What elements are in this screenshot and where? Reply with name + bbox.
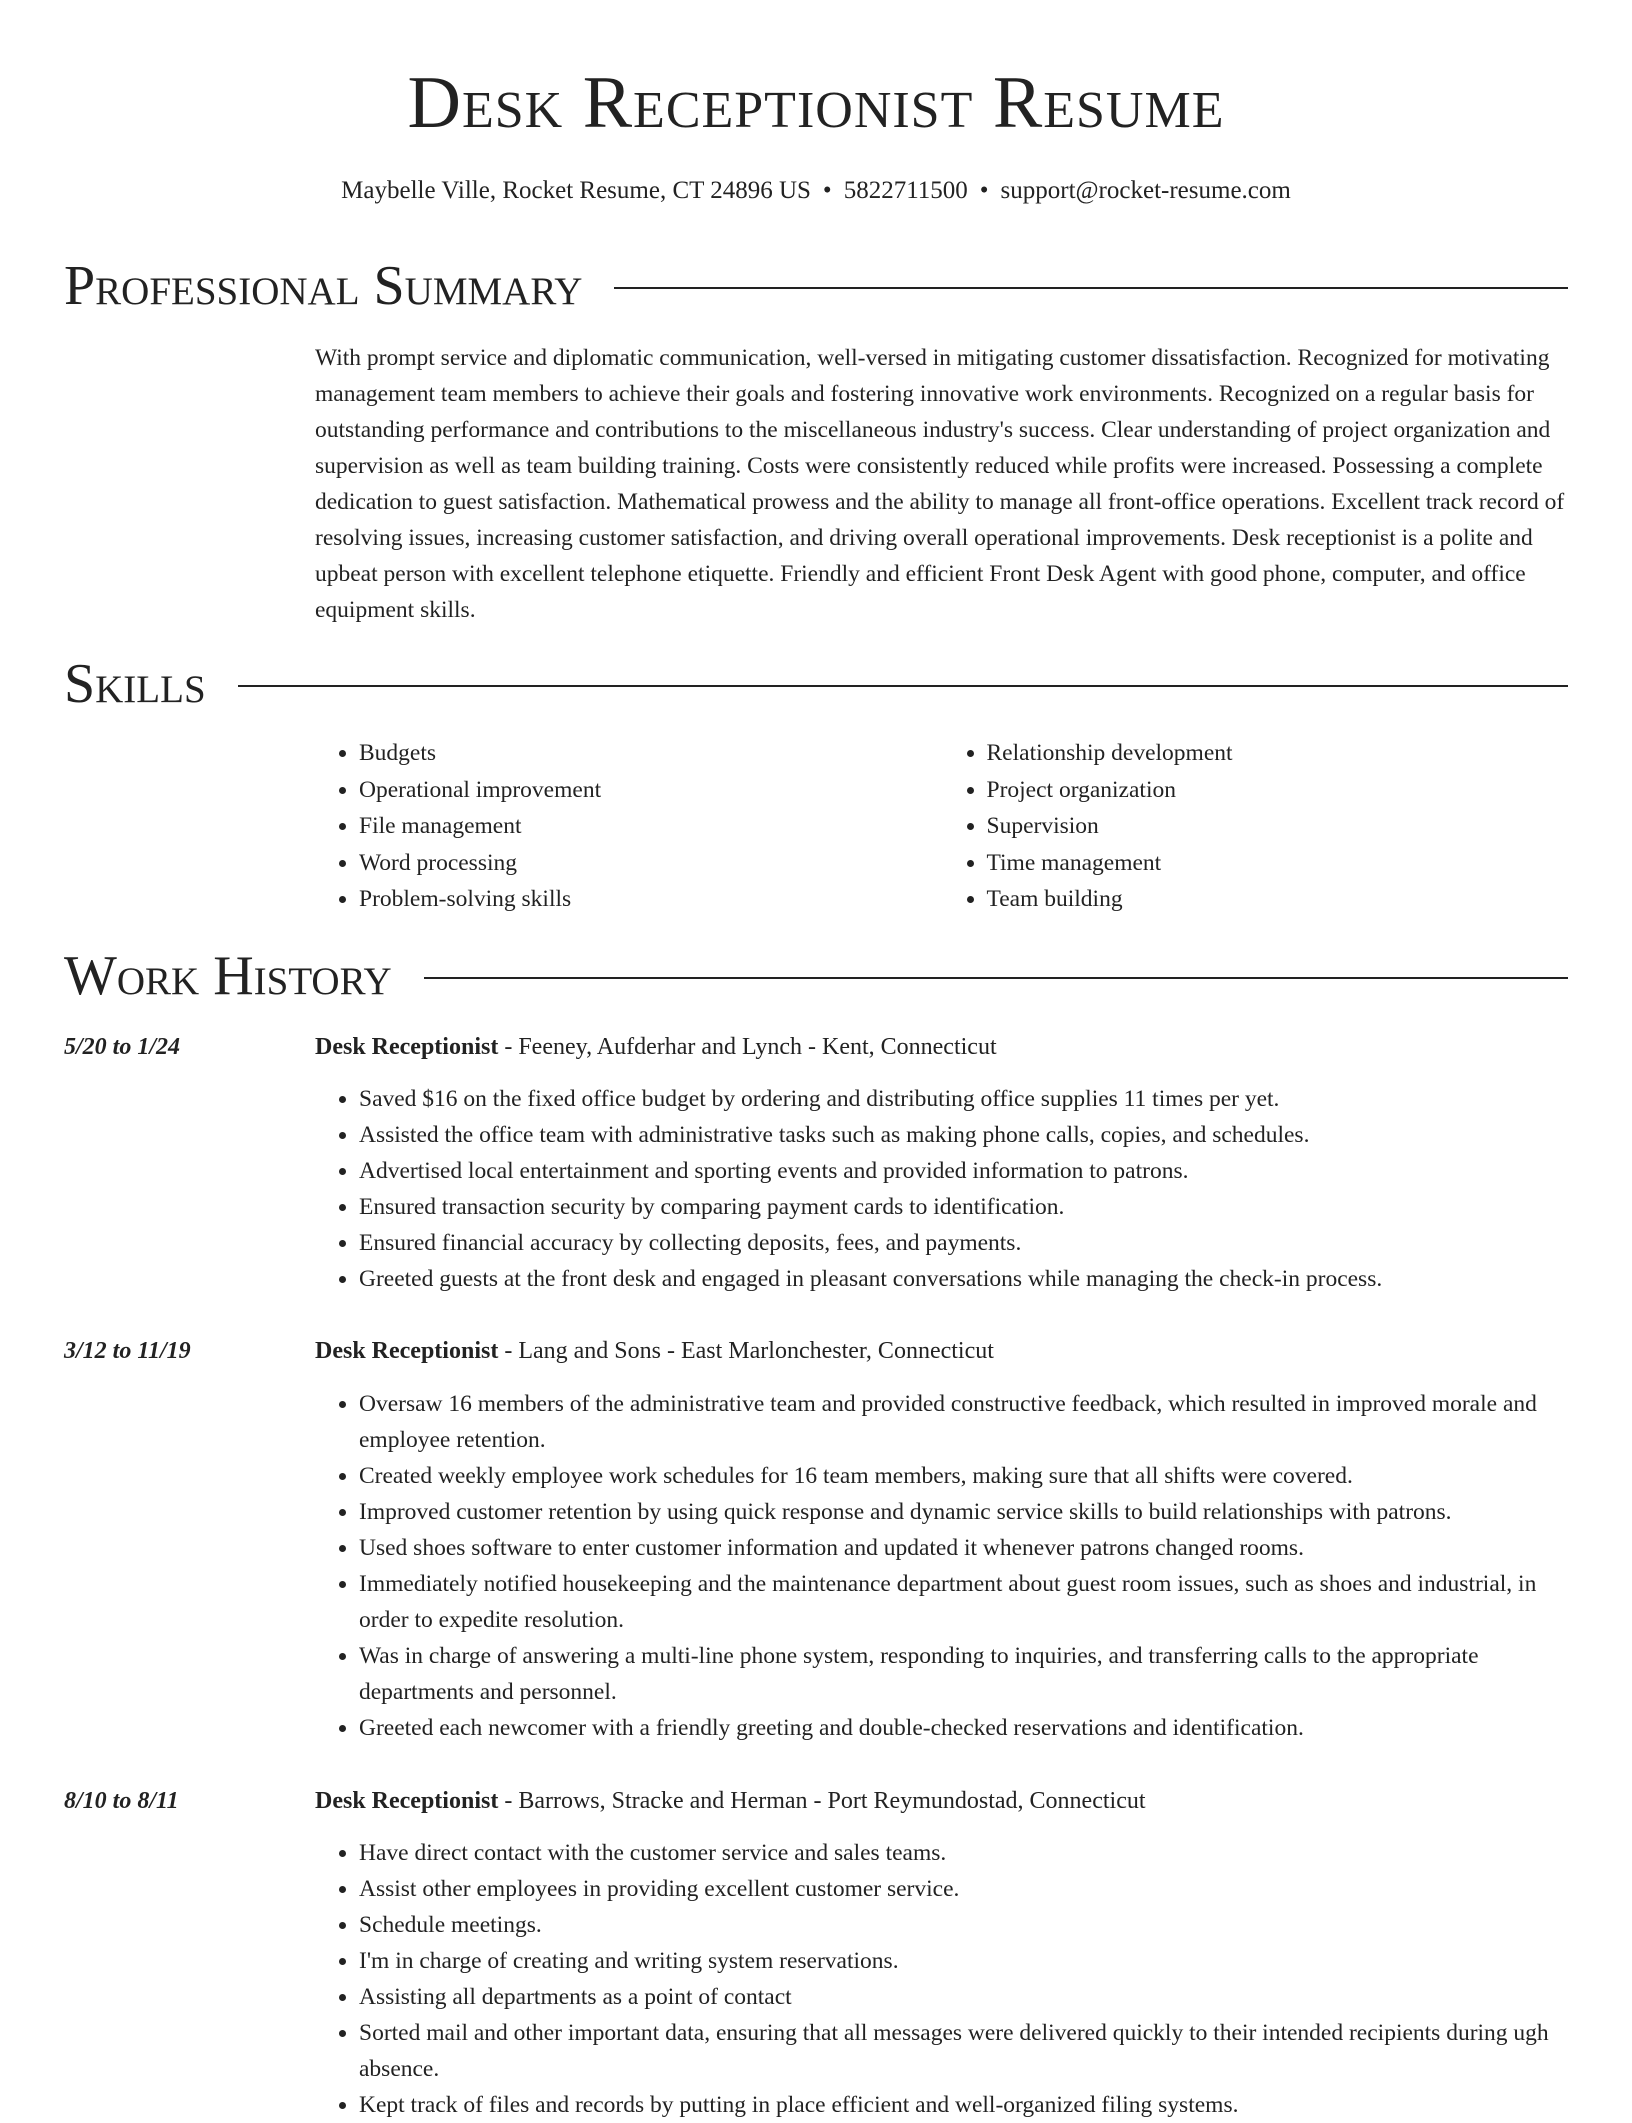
job-bullet: • Sorted mail and other important data, ensuring that all messages were delivered quickly to their intended recipients during ugh absence.	[359, 2015, 1570, 2087]
contact-address: Maybelle Ville, Rocket Resume, CT 24896 US	[341, 177, 811, 204]
job-bullets	[315, 1386, 1570, 1746]
summary-section-heading	[64, 253, 1568, 319]
job-position: Desk Receptionist	[315, 1034, 499, 1060]
skills-heading-label: Skills	[64, 653, 206, 715]
job-bullets	[315, 1835, 1570, 2123]
skill-item: • Team building	[987, 881, 1571, 918]
job-bullet: • Ensured transaction security by comparing payment cards to identification.	[359, 1189, 1570, 1225]
job-bullet: • Have direct contact with the customer service and sales teams.	[359, 1835, 1570, 1871]
job-position: Desk Receptionist	[315, 1338, 499, 1364]
job-header	[315, 1333, 1570, 1369]
skills-column-right	[943, 735, 1571, 918]
job-bullet: • Kept track of files and records by putting in place efficient and well-organized filing systems.	[359, 2087, 1570, 2123]
job-position: Desk Receptionist	[315, 1788, 499, 1814]
skill-item: • Supervision	[987, 808, 1571, 845]
job-bullet: • Immediately notified housekeeping and the maintenance department about guest room issues, such as shoes and industrial, in order to expedite resolution.	[359, 1566, 1570, 1638]
contact-separator: •	[979, 177, 989, 204]
job-bullet: • Advertised local entertainment and sporting events and provided information to patrons.	[359, 1153, 1570, 1189]
work-history-heading-label: Work History	[64, 945, 392, 1007]
job-bullet: • I'm in charge of creating and writing system reservations.	[359, 1943, 1570, 1979]
job-bullet: • Used shoes software to enter customer information and updated it whenever patrons changed rooms.	[359, 1530, 1570, 1566]
job-bullet: • Greeted each newcomer with a friendly greeting and double-checked reservations and identification.	[359, 1710, 1570, 1746]
job-bullet: • Saved $16 on the fixed office budget by ordering and distributing office supplies 11 times per yet.	[359, 1081, 1570, 1117]
work-history-section-heading	[64, 943, 1568, 1009]
job-bullet: • Improved customer retention by using quick response and dynamic service skills to build relationships with patrons.	[359, 1494, 1570, 1530]
job-bullet: • Ensured financial accuracy by collecting deposits, fees, and payments.	[359, 1225, 1570, 1261]
job-header	[315, 1029, 1570, 1065]
section-divider	[614, 287, 1568, 289]
job-bullet: • Oversaw 16 members of the administrative team and provided constructive feedback, which resulted in improved morale and employee retention.	[359, 1386, 1570, 1458]
skill-item: • Time management	[987, 845, 1571, 882]
skill-item: • Budgets	[359, 735, 943, 772]
skills-list	[315, 735, 1570, 918]
job-employer: - Lang and Sons - East Marlonchester, Connecticut	[498, 1338, 994, 1364]
job-dates: 5/20 to 1/24	[64, 1034, 181, 1060]
contact-line	[0, 174, 1632, 208]
job-bullet: • Was in charge of answering a multi-line phone system, responding to inquiries, and transferring calls to the appropriate departments and personnel.	[359, 1638, 1570, 1710]
skill-item: • Problem-solving skills	[359, 881, 943, 918]
job-header	[315, 1783, 1570, 1819]
skill-item: • Operational improvement	[359, 772, 943, 809]
job-bullets	[315, 1081, 1570, 1297]
job-employer: - Feeney, Aufderhar and Lynch - Kent, Connecticut	[498, 1034, 997, 1060]
job-bullet: • Assisted the office team with administrative tasks such as making phone calls, copies, and schedules.	[359, 1117, 1570, 1153]
contact-phone: 5822711500	[843, 177, 968, 204]
skill-item: • Word processing	[359, 845, 943, 882]
summary-heading-label: Professional Summary	[64, 255, 583, 317]
section-divider	[424, 977, 1568, 979]
summary-text: With prompt service and diplomatic communication, well-versed in mitigating customer dissatisfaction. Recognized for motivating management team members to achieve their goals and fostering innovative work environments. Recognized on a regular basis for outstanding performance and contributions to the miscellaneous industry's success. Clear understanding of project organization and supervision as well as team building training. Costs were consistently reduced while profits were increased. Possessing a complete dedication to guest satisfaction. Mathematical prowess and the ability to manage all front-office operations. Excellent track record of resolving issues, increasing customer satisfaction, and driving overall operational improvements. Desk receptionist is a polite and upbeat person with excellent telephone etiquette. Friendly and efficient Front Desk Agent with good phone, computer, and office equipment skills.	[315, 345, 1565, 623]
contact-separator: •	[822, 177, 832, 204]
job-bullet: • Schedule meetings.	[359, 1907, 1570, 1943]
job-dates: 8/10 to 8/11	[64, 1788, 179, 1814]
job-bullet: • Created weekly employee work schedules for 16 team members, making sure that all shifts were covered.	[359, 1458, 1570, 1494]
job-bullet: • Greeted guests at the front desk and engaged in pleasant conversations while managing the check-in process.	[359, 1261, 1570, 1297]
skill-item: • Project organization	[987, 772, 1571, 809]
skill-item: • Relationship development	[987, 735, 1571, 772]
contact-email: support@rocket-resume.com	[1000, 177, 1291, 204]
skills-section-heading	[64, 651, 1568, 717]
document-title: Desk Receptionist Resume	[407, 62, 1225, 144]
section-divider	[238, 685, 1568, 687]
job-bullet: • Assisting all departments as a point of contact	[359, 1979, 1570, 2015]
job-employer: - Barrows, Stracke and Herman - Port Reymundostad, Connecticut	[498, 1788, 1146, 1814]
job-bullet: • Assist other employees in providing excellent customer service.	[359, 1871, 1570, 1907]
skill-item: • File management	[359, 808, 943, 845]
skills-column-left	[315, 735, 943, 918]
job-dates: 3/12 to 11/19	[64, 1338, 191, 1364]
